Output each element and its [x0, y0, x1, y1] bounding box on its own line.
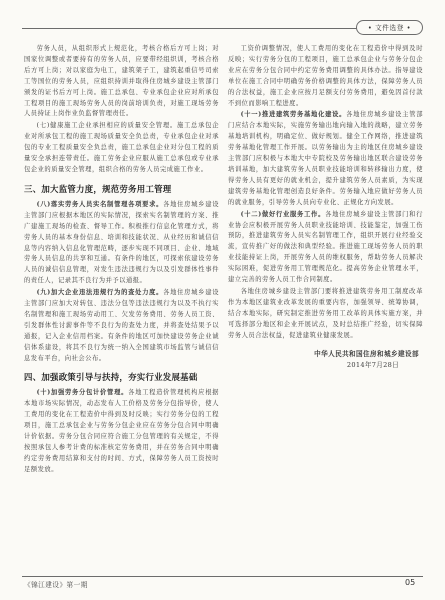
issue-date: 2014年7月28日 — [346, 361, 399, 370]
journal-name: 《锦江建设》第一期 — [24, 581, 88, 589]
paragraph-text: 各地住房城乡建设主管部门应加大对转包、违法分包等违法违规行为以及不执行实名制管理和施工现场劳动用工、欠发劳务费用、劳务人员工资、引发群体性讨薪事件等不良行为的查处力度，并将查处结果予以通报，记入企业信用档案。有条件的地区可加快建设劳务企业诚信体系建设，将其不良行为统一纳入全国建筑市场监管与诚信信息发布平台，向社会公布。 — [24, 289, 219, 362]
body-paragraph — [228, 210, 423, 286]
body-paragraph — [228, 287, 423, 342]
paragraph-text: 各地住房城乡建设主管部门应根据本地区的实际情况，探索实名制管理的方案、推广建施工现场的检查、督导工作。积极推行信息化管理方式，将劳务人员的基本身份信息、培训和技能状况、从业经历和诚信信息等内容纳入信息化管理范畴，逐步实现不同项目、企业、地域劳务人员信息的共享和互通。有条件的地区，可探索依建设劳务人员的诚信信息管理，对发生违法违规行为以及引发群体性事件的责任人，记录其不良行为并予以通报。 — [24, 200, 219, 285]
page-number: 05 — [405, 578, 416, 587]
paragraph-text: 各地住房城乡建设主管部门应结合本地实际，实施劳务输出地向输入地的战略，建立劳务基地培训机构，明确定位、做好规划。健全工作网络，推进建筑劳务基地化管理工作开展。以劳务输出为主的地区住房城乡建设主管部门应积极与本地大中专院校及劳务输出地区联合建设劳务培训基地，加大建筑劳务人员职业技能培训和转移输出力度，使得劳务人员有更好的就业机会，提升建筑劳务人员素质，为实现建筑劳务基地化管理创造良好条件。劳务输入地应做好劳务人员的就业服务，引导劳务人员向专业化、正规化方向发展。 — [228, 111, 423, 206]
paragraph-text: 劳务人员，从组织形式上规范化，考核合格后方可上岗；对国家位调整或者要持有的劳务人员，应要带经组织训，考核合格后方可上岗；对以家庭为电工，建筑架子工，建筑起重信号司索工等国位的劳务人员，应组织持训并取得住房城乡建设主管部门颁发的证书后方可上岗。施工总承包、专业承包企业应对所承包工程项目的施工现场劳务人员的岗前培训负责，对施工现场劳务人员持证上岗作业负监督管理责任。 — [24, 45, 219, 118]
paragraph-lead: (十二)做好行业服务工作。 — [240, 210, 326, 218]
section-heading: 四、加强政策引导与扶持，夯实行业发展基础 — [24, 372, 198, 383]
header-rule — [22, 28, 358, 29]
paragraph-text: 各地住房城乡建设主管部门和行业协会应积极开展劳务人员职业技能培训、技能鉴定，加强工伤预防，推进建筑劳务人员实名制管理工作，组织开展行业经验交流，宣传推广好的做法和典型经验。推进施工现场劳务人员的职业技能持证上岗，开展劳务人员的维权服务，帮助劳务人员解决实际困难，促进劳务用工管理规范化。提高劳务企业管理水平，建立完善的劳务人员工作合同制度。 — [228, 210, 423, 284]
section-tag: • 文件选登 • — [356, 20, 423, 35]
paragraph-lead: (十一)推进建筑劳务基地化建设。 — [240, 111, 347, 119]
footer-rule — [22, 576, 423, 577]
section-heading: 三、加大监管力度，规范劳务用工管理 — [24, 183, 172, 194]
paragraph-text: 各地工程造价管理机构应根据本地市场实际情况，动态发布人工价格及劳务分包指导价，使人工费用的变化在工程造价中得到及时反映；实行劳务分包的工程项目，施工总承包企业与劳务分包企业应在劳务分包合同中明确计价依据。劳务分包合同应符合施工分包管理的有关规定，不得按照承包人参考计费的标准核定劳务费用，并在劳务合同中明确约定劳务费用结算和支付的时间、方式，保障劳务人员工资按时足额发放。 — [24, 389, 219, 473]
body-paragraph — [24, 44, 219, 120]
body-paragraph — [24, 121, 219, 176]
paragraph-lead: (八)落实劳务人员实名制管理各项要求。 — [36, 200, 164, 208]
paragraph-text: 各地住房城乡建设主管部门要将推进建筑劳务用工制度改革作为本地区建筑业改革发展的重要内容，加强领导、统筹协调，结合本地实际，研究制定推进劳务用工改革的具体实施方案，并可选择部分地区和企业开展试点，及时总结推广经验，切实保障劳务人员合法权益，促进建筑业健康发展。 — [228, 287, 423, 339]
right-column — [228, 44, 423, 371]
right-column-body — [228, 44, 423, 341]
paragraph-lead: (九)加大企业违法违规行为的查处力度。 — [36, 289, 164, 297]
body-paragraph — [24, 200, 219, 287]
issuer-name: 中华人民共和国住房和城乡建设部 — [314, 350, 419, 359]
body-paragraph — [228, 110, 423, 208]
left-column — [24, 44, 219, 477]
paragraph-text: 工资价调整情况，使人工费用的变化在工程造价中得到及时反映；实行劳务分包的工程项目，施工总承包企业与劳务分包企业应在劳务分包合同中约定劳务费用调整的具体办法。指导建设单位在施工合同中明确劳务价格调整的具体方法，保障劳务人员的合法权益，施工企业应按月足额支付劳务费用，避免因首付款不到位而影响工程进度。 — [228, 45, 423, 107]
body-paragraph — [24, 288, 219, 364]
body-paragraph — [24, 388, 219, 475]
paragraph-lead: (十)加强劳务分包计价管理。 — [36, 389, 129, 397]
body-paragraph — [228, 44, 423, 109]
paragraph-text: (七)健康施工企业承担相应的质量安全管理。施工总承包企业对所承包工程的施工现场质量安全负总责，专业承包企业对承包的专业工程质量安全负总责，施工总承包企业对分包工程的质量安全承担连带责任。施工劳务企业应服从施工总承包或专业承包企业的质量安全管理，组织合格的劳务人员完成施工作业。 — [24, 122, 219, 173]
